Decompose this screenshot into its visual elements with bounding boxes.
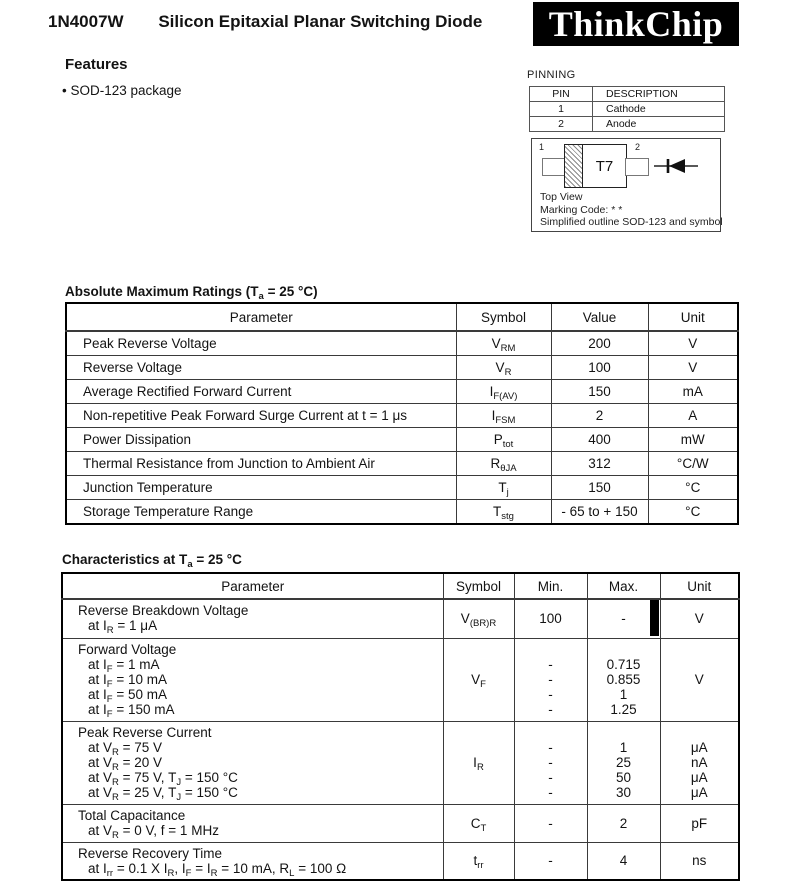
max-cell	[587, 638, 660, 721]
abs-max-heading: Absolute Maximum Ratings ($T_a = 25$ °C)	[65, 284, 318, 302]
symbol-cell: $P_{tot}$	[456, 428, 551, 452]
pin2-lead	[625, 158, 649, 176]
unit-cell: V	[648, 331, 738, 356]
diode-symbol-icon	[654, 156, 698, 176]
page-title: Silicon Epitaxial Planar Switching Diode	[158, 12, 483, 31]
scan-artifact-mark	[650, 600, 659, 636]
column-header: Min.	[514, 573, 587, 599]
pinning-header-row	[530, 87, 725, 102]
column-header: Symbol	[456, 303, 551, 331]
rating-row	[66, 428, 738, 452]
parameter-line: Reverse Recovery Time	[78, 845, 223, 861]
features-heading: Features	[65, 56, 128, 73]
parameter-line: at $V_R = 75$ V	[88, 739, 163, 758]
pinning-row	[530, 102, 725, 117]
pinning-table	[529, 86, 725, 132]
unit-cell	[660, 842, 739, 880]
rating-row	[66, 356, 738, 380]
value-stack	[588, 722, 660, 801]
unit-cell: V	[648, 356, 738, 380]
value-line: 4	[619, 853, 628, 869]
unit-cell	[660, 638, 739, 721]
parameter-line: at $V_R = 0$ V, f = 1 MHz	[88, 822, 219, 841]
parameter-cell	[62, 638, 443, 721]
pinning-row	[530, 117, 725, 132]
value-line: 1	[619, 687, 628, 703]
parameter-cell: Average Rectified Forward Current	[66, 380, 456, 404]
column-header: Max.	[587, 573, 660, 599]
caption-outline: Simplified outline SOD-123 and symbol	[540, 216, 723, 228]
package-marking: T7	[595, 157, 614, 175]
value-line: -	[548, 687, 553, 703]
package-diagram	[531, 138, 721, 232]
value-line: 50	[615, 770, 632, 786]
value-cell: 400	[551, 428, 648, 452]
parameter-cell: Thermal Resistance from Junction to Ambient Air	[66, 452, 456, 476]
parameter-line: at $I_F = 150$ mA	[88, 702, 175, 721]
characteristic-row	[62, 842, 739, 880]
unit-cell: °C/W	[648, 452, 738, 476]
parameter-cell: Power Dissipation	[66, 428, 456, 452]
package-captions	[540, 191, 723, 229]
value-cell: 150	[551, 476, 648, 500]
unit-cell: mW	[648, 428, 738, 452]
characteristics-header-row	[62, 573, 739, 599]
min-cell	[514, 638, 587, 721]
pinning-heading: PINNING	[527, 69, 576, 81]
unit-cell	[660, 599, 739, 638]
pin2-label: 2	[635, 142, 641, 152]
abs-max-header-row	[66, 303, 738, 331]
pin-number-cell: 1	[530, 102, 593, 117]
parameter-cell	[62, 842, 443, 880]
value-line: 0.855	[606, 671, 641, 687]
value-line: ns	[692, 853, 707, 869]
parameter-line: at $I_F = 10$ mA	[88, 671, 167, 690]
min-cell	[514, 842, 587, 880]
symbol-cell: $I_{FSM}$	[456, 404, 551, 428]
value-line: pF	[691, 815, 708, 831]
value-line: 2	[619, 815, 628, 831]
cathode-band-hatch	[565, 145, 583, 187]
pinning-column-header: DESCRIPTION	[593, 87, 725, 102]
rating-row	[66, 380, 738, 404]
symbol-cell: $V_R$	[456, 356, 551, 380]
column-header: Value	[551, 303, 648, 331]
symbol-cell: $V_{RM}$	[456, 331, 551, 356]
pin1-label: 1	[539, 142, 545, 152]
min-cell	[514, 804, 587, 842]
characteristics-heading: Characteristics at $T_a = 25$ °C	[62, 552, 242, 570]
value-line: μA	[690, 770, 708, 786]
pin-description-cell: Cathode	[593, 102, 725, 117]
parameter-cell: Reverse Voltage	[66, 356, 456, 380]
doc-title	[48, 12, 482, 32]
unit-cell: °C	[648, 500, 738, 525]
rating-row	[66, 500, 738, 525]
column-header: Symbol	[443, 573, 514, 599]
symbol-cell: $R_{\theta JA}$	[456, 452, 551, 476]
value-stack	[588, 639, 660, 718]
parameter-cell	[62, 721, 443, 804]
parameter-cell: Peak Reverse Voltage	[66, 331, 456, 356]
max-cell	[587, 842, 660, 880]
parameter-line: at $V_R = 75$ V, $T_J = 150$ °C	[88, 770, 238, 789]
value-line: -	[548, 770, 553, 786]
parameter-line: at $V_R = 20$ V	[88, 754, 163, 773]
column-header: Unit	[660, 573, 739, 599]
value-line: -	[548, 739, 553, 755]
symbol-cell: $T_{stg}$	[456, 500, 551, 525]
value-line: -	[548, 702, 553, 718]
column-header: Unit	[648, 303, 738, 331]
characteristic-row	[62, 804, 739, 842]
unit-cell	[660, 721, 739, 804]
parameter-line: at $V_R = 25$ V, $T_J = 150$ °C	[88, 785, 238, 804]
symbol-cell: $C_T$	[443, 804, 514, 842]
value-line: 30	[615, 785, 632, 801]
rating-row	[66, 476, 738, 500]
min-cell	[514, 599, 587, 638]
value-stack	[515, 639, 587, 718]
parameter-line: at $I_F = 50$ mA	[88, 687, 167, 706]
symbol-cell: $t_{rr}$	[443, 842, 514, 880]
unit-cell: °C	[648, 476, 738, 500]
package-body	[564, 144, 627, 188]
characteristic-row	[62, 721, 739, 804]
feature-item: • SOD-123 package	[62, 83, 182, 98]
parameter-line: Forward Voltage	[78, 641, 177, 657]
value-cell: 200	[551, 331, 648, 356]
parameter-cell: Storage Temperature Range	[66, 500, 456, 525]
max-cell	[587, 721, 660, 804]
min-cell	[514, 721, 587, 804]
brand-logo: ThinkChip	[533, 2, 739, 46]
value-line: -	[548, 671, 553, 687]
value-line: -	[548, 815, 553, 831]
parameter-line: Total Capacitance	[78, 807, 186, 823]
value-line: -	[621, 611, 626, 627]
value-line: -	[548, 656, 553, 672]
parameter-line: at $I_F = 1$ mA	[88, 656, 160, 675]
value-cell: 150	[551, 380, 648, 404]
column-header: Parameter	[66, 303, 456, 331]
value-stack	[661, 722, 739, 801]
value-line: -	[548, 853, 553, 869]
value-line: 0.715	[606, 656, 641, 672]
unit-cell: A	[648, 404, 738, 428]
symbol-cell: $T_j$	[456, 476, 551, 500]
unit-cell	[660, 804, 739, 842]
parameter-line: Peak Reverse Current	[78, 724, 212, 740]
value-line: -	[548, 754, 553, 770]
characteristic-row	[62, 638, 739, 721]
symbol-cell: $I_{F(AV)}$	[456, 380, 551, 404]
value-line: -	[548, 785, 553, 801]
pin-number-cell: 2	[530, 117, 593, 132]
max-cell	[587, 599, 660, 638]
parameter-cell	[62, 804, 443, 842]
parameter-line: at $I_{rr} = 0.1$ X $I_R$, $I_F = I_R = 10$ mA, $R_L = 100$ Ω	[88, 860, 347, 879]
caption-marking-code: Marking Code: * *	[540, 203, 623, 216]
value-line: 1	[619, 739, 628, 755]
value-line: V	[694, 672, 704, 687]
symbol-cell: $V_F$	[443, 638, 514, 721]
characteristic-row	[62, 599, 739, 638]
rating-row	[66, 404, 738, 428]
abs-max-table	[65, 302, 739, 525]
value-line: nA	[690, 754, 708, 770]
parameter-line: Reverse Breakdown Voltage	[78, 603, 249, 618]
symbol-cell: $I_R$	[443, 721, 514, 804]
value-line: 100	[539, 611, 562, 627]
parameter-cell: Junction Temperature	[66, 476, 456, 500]
pin-description-cell: Anode	[593, 117, 725, 132]
unit-cell: mA	[648, 380, 738, 404]
value-cell: 2	[551, 404, 648, 428]
rating-row	[66, 452, 738, 476]
value-line: 25	[615, 754, 632, 770]
value-cell: - 65 to + 150	[551, 500, 648, 525]
part-number: 1N4007W	[48, 12, 124, 31]
value-line: μA	[690, 785, 708, 801]
value-stack	[515, 722, 587, 801]
parameter-cell	[62, 599, 443, 638]
value-line: μA	[690, 739, 708, 755]
parameter-cell: Non-repetitive Peak Forward Surge Current at t = 1 μs	[66, 404, 456, 428]
value-line: V	[694, 611, 704, 627]
column-header: Parameter	[62, 573, 443, 599]
pin1-lead	[542, 158, 566, 176]
parameter-line: at $I_R = 1$ μA	[88, 618, 158, 637]
value-cell: 100	[551, 356, 648, 380]
value-line: 1.25	[610, 702, 637, 718]
max-cell	[587, 804, 660, 842]
rating-row	[66, 331, 738, 356]
pinning-column-header: PIN	[530, 87, 593, 102]
value-cell: 312	[551, 452, 648, 476]
caption-top-view: Top View	[540, 191, 583, 203]
symbol-cell: $V_{(BR)R}$	[443, 599, 514, 638]
characteristics-table	[61, 572, 740, 881]
